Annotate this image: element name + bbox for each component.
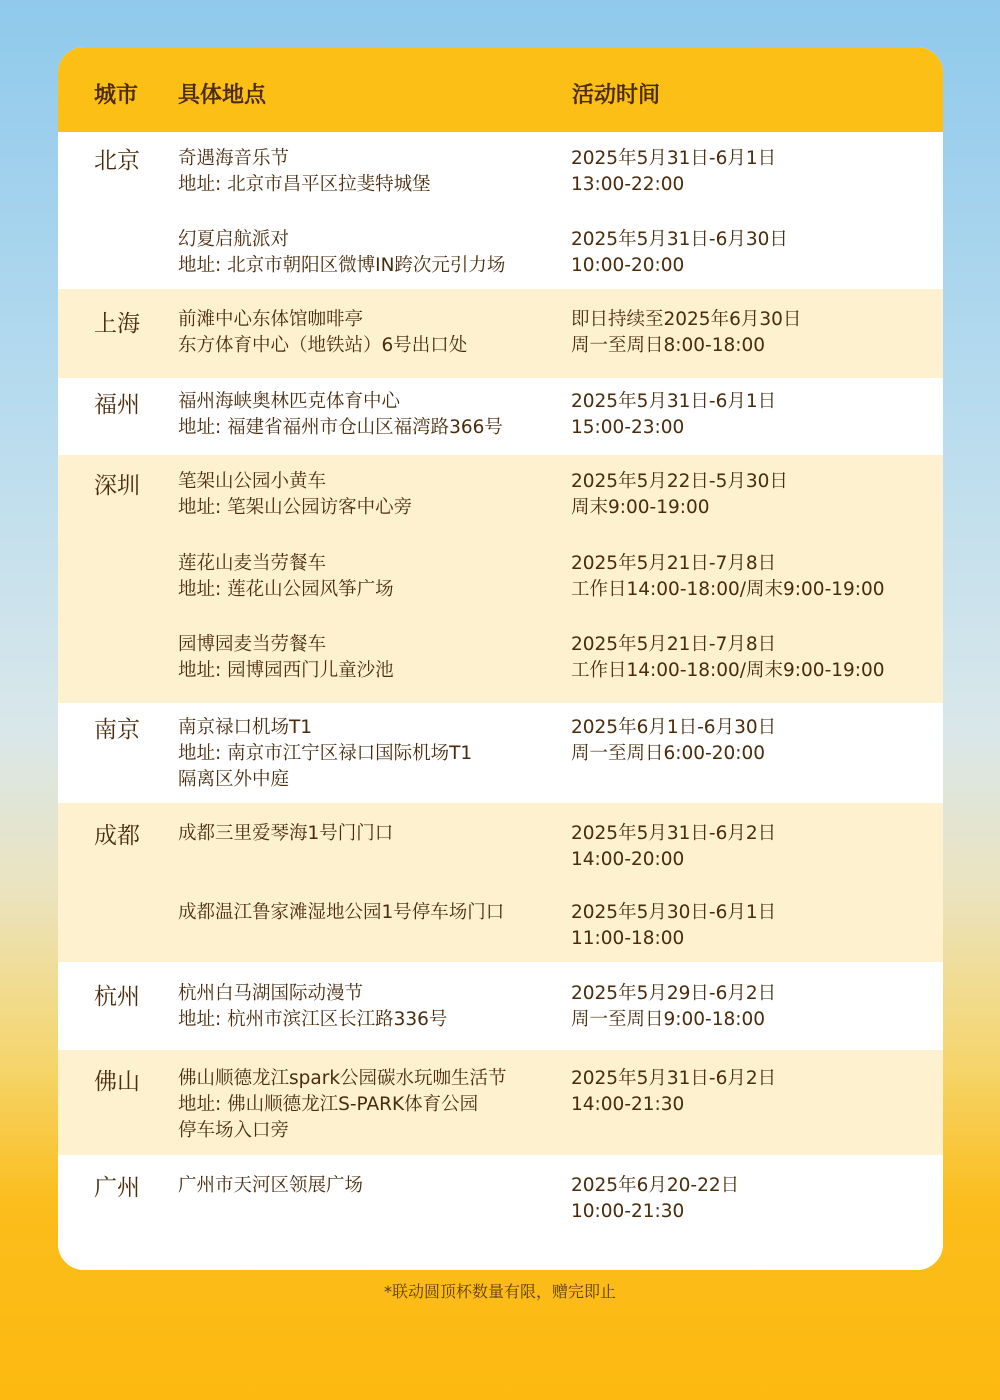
event-date: 2025年6月1日-6月30日 xyxy=(571,717,777,738)
venue-address: 地址: 福建省福州市仓山区福湾路366号 xyxy=(178,417,503,438)
event-date: 2025年5月21日-7月8日 xyxy=(571,553,777,574)
venue-name: 杭州白马湖国际动漫节 xyxy=(178,983,364,1004)
event-date: 2025年5月31日-6月1日 xyxy=(571,148,777,169)
venue-address: 地址: 北京市昌平区拉斐特城堡 xyxy=(178,174,431,195)
event-hours: 11:00-18:00 xyxy=(571,928,685,949)
event-date: 2025年5月31日-6月2日 xyxy=(571,1068,777,1089)
city-name: 上海 xyxy=(94,311,140,337)
event-hours: 周一至周日9:00-18:00 xyxy=(571,1009,766,1030)
event-date: 2025年6月20-22日 xyxy=(571,1175,740,1196)
city-group-hangzhou xyxy=(58,962,943,1050)
venue-address: 地址: 笔架山公园访客中心旁 xyxy=(178,497,413,518)
venue-address: 东方体育中心（地铁站）6号出口处 xyxy=(178,335,468,356)
venue-address: 地址: 杭州市滨江区长江路336号 xyxy=(178,1009,448,1030)
event-hours: 14:00-21:30 xyxy=(571,1094,685,1115)
city-name: 佛山 xyxy=(94,1069,140,1095)
venue-name: 福州海峡奥林匹克体育中心 xyxy=(178,391,401,412)
venue-address: 地址: 莲花山公园风筝广场 xyxy=(178,579,394,600)
event-date: 2025年5月31日-6月1日 xyxy=(571,391,777,412)
event-date: 2025年5月22日-5月30日 xyxy=(571,471,788,492)
header-location: 具体地点 xyxy=(178,83,267,108)
event-date: 即日持续至2025年6月30日 xyxy=(571,309,802,330)
city-group-chengdu xyxy=(58,803,943,962)
city-name: 广州 xyxy=(94,1175,140,1201)
event-date: 2025年5月29日-6月2日 xyxy=(571,983,777,1004)
city-group-fuzhou xyxy=(58,378,943,455)
city-group-foshan xyxy=(58,1050,943,1155)
city-group-shenzhen xyxy=(58,455,943,703)
footnote: *联动圆顶杯数量有限，赠完即止 xyxy=(383,1282,616,1301)
venue-name: 园博园麦当劳餐车 xyxy=(178,634,327,655)
venue-name: 幻夏启航派对 xyxy=(178,229,290,250)
event-hours: 周一至周日6:00-20:00 xyxy=(571,743,766,764)
event-date: 2025年5月31日-6月30日 xyxy=(571,229,788,250)
event-hours: 14:00-20:00 xyxy=(571,849,685,870)
city-name: 深圳 xyxy=(94,473,140,499)
city-group-shanghai xyxy=(58,289,943,378)
venue-name: 成都温江鲁家滩湿地公园1号停车场门口 xyxy=(178,902,505,923)
city-name: 福州 xyxy=(94,392,140,418)
city-group-beijing xyxy=(58,132,943,289)
venue-address: 地址: 北京市朝阳区微博IN跨次元引力场 xyxy=(178,255,506,276)
venue-name: 成都三里爱琴海1号门门口 xyxy=(178,823,394,844)
venue-name: 莲花山麦当劳餐车 xyxy=(178,553,327,574)
header-city: 城市 xyxy=(94,83,139,108)
venue-name: 南京禄口机场T1 xyxy=(178,717,313,738)
venue-address: 地址: 南京市江宁区禄口国际机场T1 xyxy=(178,743,473,764)
header-time: 活动时间 xyxy=(572,83,661,108)
city-name: 南京 xyxy=(94,717,140,743)
event-date: 2025年5月30日-6月1日 xyxy=(571,902,777,923)
event-hours: 10:00-21:30 xyxy=(571,1201,685,1222)
city-name: 杭州 xyxy=(94,984,140,1010)
event-hours: 周一至周日8:00-18:00 xyxy=(571,335,766,356)
venue-address: 隔离区外中庭 xyxy=(178,769,290,790)
venue-address: 地址: 佛山顺德龙江S-PARK体育公园 xyxy=(178,1094,479,1115)
venue-name: 笔架山公园小黄车 xyxy=(178,471,327,492)
event-hours: 工作日14:00-18:00/周末9:00-19:00 xyxy=(571,579,885,600)
event-hours: 15:00-23:00 xyxy=(571,417,685,438)
city-group-guangzhou xyxy=(58,1155,943,1270)
city-name: 北京 xyxy=(94,148,140,174)
event-hours: 13:00-22:00 xyxy=(571,174,685,195)
event-hours: 周末9:00-19:00 xyxy=(571,497,710,518)
venue-name: 前滩中心东体馆咖啡亭 xyxy=(178,309,364,330)
events-table-card xyxy=(58,47,943,1270)
venue-name: 佛山顺德龙江spark公园碳水玩咖生活节 xyxy=(178,1068,507,1089)
event-hours: 工作日14:00-18:00/周末9:00-19:00 xyxy=(571,660,885,681)
city-group-nanjing xyxy=(58,703,943,803)
event-date: 2025年5月21日-7月8日 xyxy=(571,634,777,655)
venue-name: 奇遇海音乐节 xyxy=(178,148,290,169)
event-hours: 10:00-20:00 xyxy=(571,255,685,276)
venue-address: 地址: 园博园西门儿童沙池 xyxy=(178,660,394,681)
venue-address: 停车场入口旁 xyxy=(178,1120,290,1141)
city-name: 成都 xyxy=(94,823,140,849)
event-date: 2025年5月31日-6月2日 xyxy=(571,823,777,844)
table-header xyxy=(58,47,943,132)
venue-name: 广州市天河区领展广场 xyxy=(178,1175,364,1196)
